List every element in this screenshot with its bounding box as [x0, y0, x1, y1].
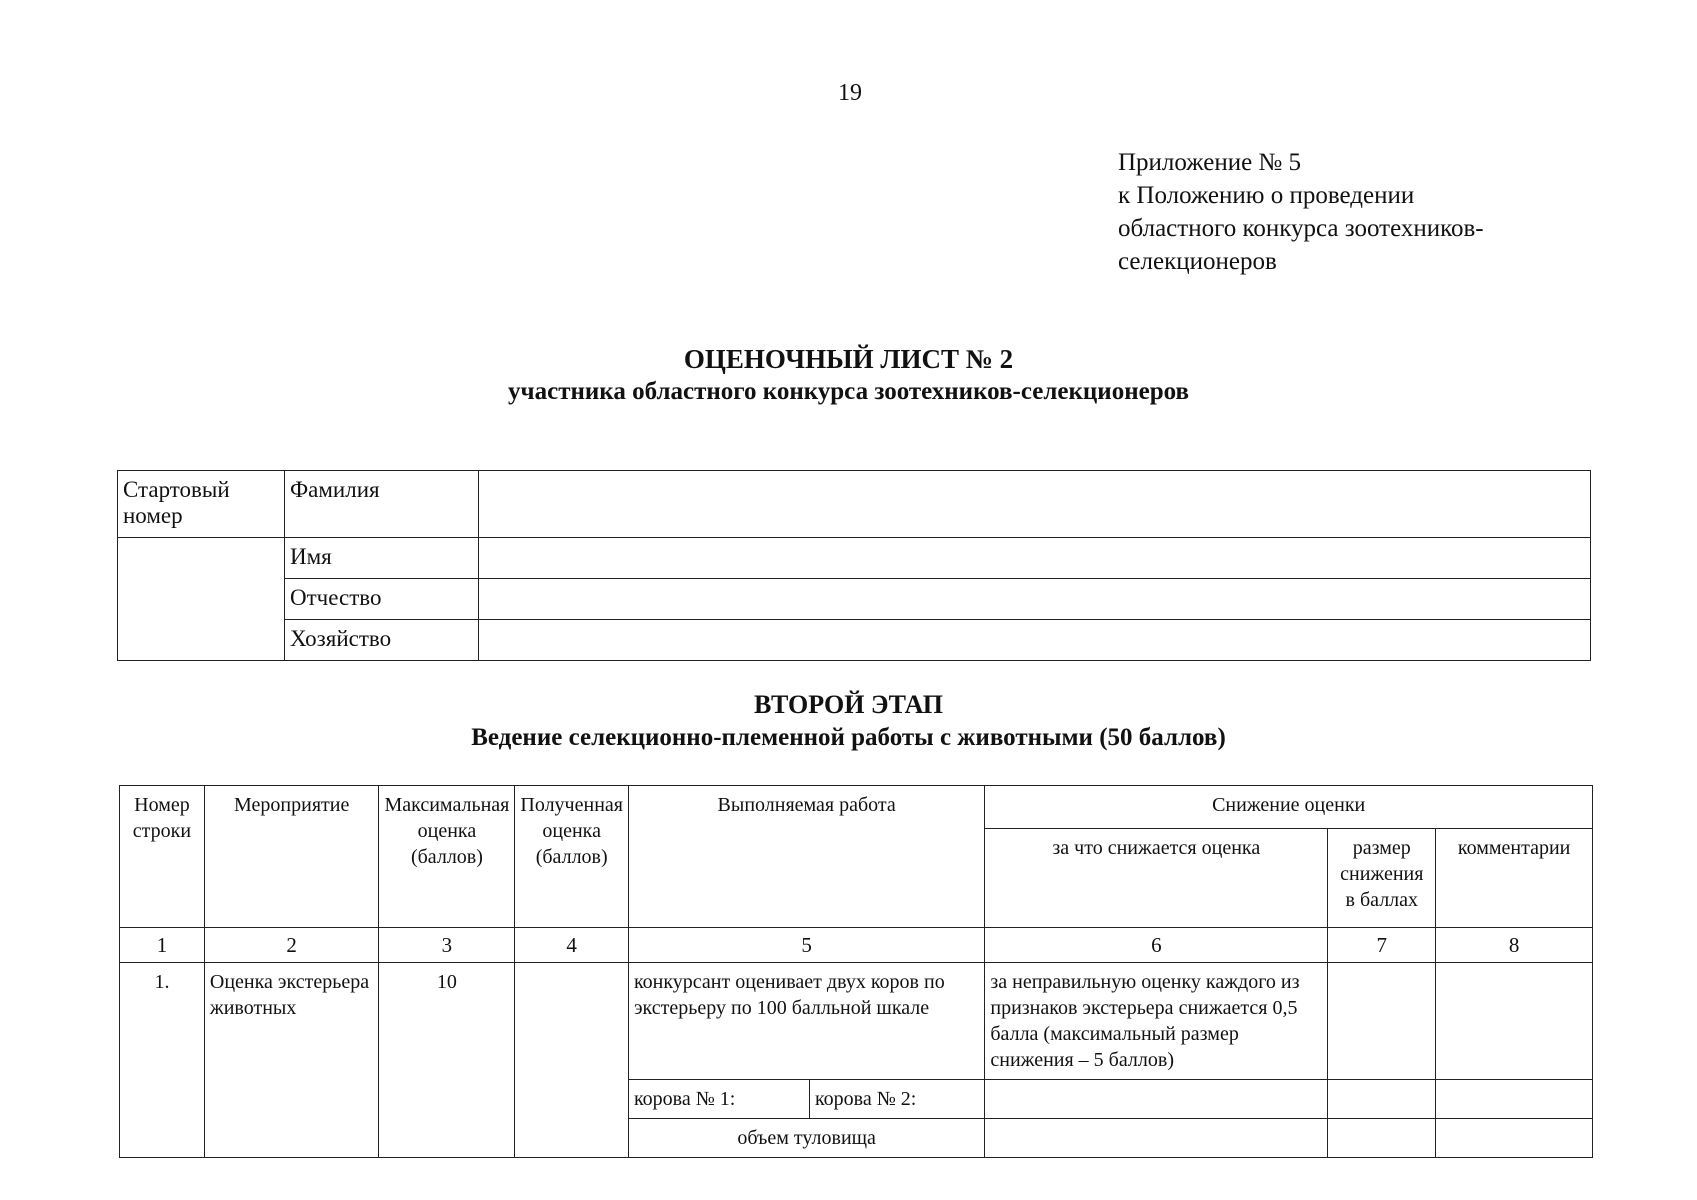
farm-label: Хозяйство [285, 620, 479, 661]
row-work: конкурсант оценивает двух коров по экстерьеру по 100 балльной шкале [628, 963, 984, 1080]
row-number: 1. [120, 963, 205, 1158]
document-title: ОЦЕНОЧНЫЙ ЛИСТ № 2 [683, 344, 1014, 374]
appendix-line: селекционеров [1118, 248, 1277, 275]
header-activity: Мероприятие [204, 786, 379, 928]
surname-label: Фамилия [285, 471, 479, 538]
measure-label: объем туловища [628, 1119, 984, 1158]
appendix-note [1118, 146, 1484, 278]
row-max-score: 10 [379, 963, 515, 1158]
participant-table [117, 470, 1591, 661]
column-number: 2 [204, 928, 379, 963]
row-comments-field[interactable] [1436, 963, 1593, 1080]
column-number: 3 [379, 928, 515, 963]
appendix-line: к Положению о проведении [1118, 182, 1415, 209]
cow-1-label: корова № 1: [628, 1080, 809, 1119]
empty-cell[interactable] [1436, 1080, 1593, 1119]
appendix-line: областного конкурса зоотехников- [1118, 215, 1484, 242]
stage-title: ВТОРОЙ ЭТАП [754, 690, 943, 719]
header-reduction: Снижение оценки [985, 786, 1593, 829]
empty-cell[interactable] [985, 1119, 1328, 1158]
column-number: 4 [515, 928, 629, 963]
empty-cell[interactable] [985, 1080, 1328, 1119]
empty-cell[interactable] [1436, 1119, 1593, 1158]
page-number: 19 [838, 80, 862, 106]
column-number: 1 [120, 928, 205, 963]
document-subtitle: участника областного конкурса зоотехников-селекционеров [508, 378, 1189, 405]
patronymic-field[interactable] [479, 579, 1591, 620]
header-reduction-reason: за что снижается оценка [985, 829, 1328, 928]
farm-field[interactable] [479, 620, 1591, 661]
patronymic-label: Отчество [285, 579, 479, 620]
name-label: Имя [285, 538, 479, 579]
start-number-label: Стартовый номер [118, 471, 285, 538]
column-number: 5 [628, 928, 984, 963]
start-number-field[interactable] [118, 538, 285, 661]
row-reduction-reason: за неправильную оценку каждого из признаков экстерьера снижается 0,5 балла (максимальный размер снижения – 5 баллов) [985, 963, 1328, 1080]
empty-cell[interactable] [1328, 1119, 1436, 1158]
header-max-score: Максимальная оценка (баллов) [379, 786, 515, 928]
column-number: 8 [1436, 928, 1593, 963]
row-activity: Оценка экстерьера животных [204, 963, 379, 1158]
header-row-number: Номер строки [120, 786, 205, 928]
appendix-line: Приложение № 5 [1118, 149, 1302, 176]
column-number: 7 [1328, 928, 1436, 963]
evaluation-table [119, 785, 1593, 1158]
header-reduction-size: размер снижения в баллах [1328, 829, 1436, 928]
cow-2-label: корова № 2: [809, 1080, 984, 1119]
column-number: 6 [985, 928, 1328, 963]
surname-field[interactable] [479, 471, 1591, 538]
row-received-score-field[interactable] [515, 963, 629, 1158]
name-field[interactable] [479, 538, 1591, 579]
header-work: Выполняемая работа [628, 786, 984, 928]
empty-cell[interactable] [1328, 1080, 1436, 1119]
header-received-score: Полученная оценка (баллов) [515, 786, 629, 928]
row-reduction-size-field[interactable] [1328, 963, 1436, 1080]
stage-subtitle: Ведение селекционно-племенной работы с животными (50 баллов) [471, 724, 1226, 751]
header-comments: комментарии [1436, 829, 1593, 928]
